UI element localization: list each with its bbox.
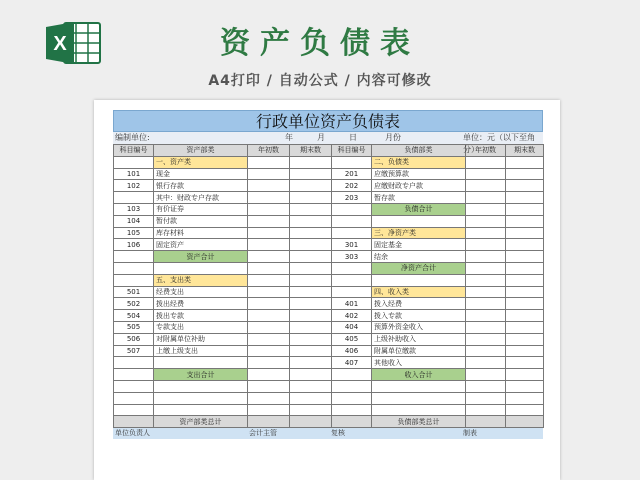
table-cell[interactable] bbox=[466, 215, 506, 227]
table-cell[interactable] bbox=[506, 380, 544, 392]
table-cell[interactable]: 202 bbox=[332, 180, 372, 192]
table-cell[interactable]: 支出合计 bbox=[154, 369, 248, 381]
table-cell[interactable] bbox=[506, 262, 544, 274]
table-cell[interactable] bbox=[466, 321, 506, 333]
table-row bbox=[114, 180, 544, 192]
table-row bbox=[114, 168, 544, 180]
table-cell[interactable] bbox=[290, 262, 332, 274]
table-cell[interactable]: 资产部类总计 bbox=[154, 416, 248, 428]
table-cell[interactable]: 504 bbox=[114, 310, 154, 322]
page-subtitle: A4打印 / 自动公式 / 内容可修改 bbox=[208, 73, 432, 89]
table-cell[interactable] bbox=[248, 239, 290, 251]
table-cell[interactable] bbox=[248, 251, 290, 263]
table-cell[interactable]: 201 bbox=[332, 168, 372, 180]
signature-accountant: 会计主管 bbox=[249, 429, 277, 438]
table-cell[interactable]: 拨入经费 bbox=[372, 298, 466, 310]
table-cell[interactable] bbox=[290, 203, 332, 215]
table-cell[interactable] bbox=[506, 192, 544, 204]
table-cell[interactable] bbox=[466, 298, 506, 310]
table-cell[interactable]: 结余 bbox=[372, 251, 466, 263]
table-cell[interactable]: 105 bbox=[114, 227, 154, 239]
unit-label: 编制单位: bbox=[115, 133, 150, 142]
month-label: 月 bbox=[317, 133, 325, 142]
table-cell[interactable]: 负债部类总计 bbox=[372, 416, 466, 428]
table-cell[interactable] bbox=[332, 274, 372, 286]
table-row bbox=[114, 369, 544, 381]
table-row bbox=[114, 203, 544, 215]
table-cell[interactable] bbox=[506, 310, 544, 322]
table-cell[interactable] bbox=[114, 262, 154, 274]
table-cell[interactable]: 附属单位缴款 bbox=[372, 345, 466, 357]
table-cell[interactable] bbox=[248, 369, 290, 381]
table-cell[interactable] bbox=[466, 227, 506, 239]
table-cell[interactable]: 401 bbox=[332, 298, 372, 310]
table-cell[interactable] bbox=[506, 239, 544, 251]
table-cell[interactable] bbox=[154, 262, 248, 274]
signature-preparer: 制表 bbox=[463, 429, 477, 438]
table-cell[interactable] bbox=[290, 227, 332, 239]
table-cell[interactable] bbox=[248, 262, 290, 274]
table-cell[interactable] bbox=[506, 333, 544, 345]
page-title: 资产负债表 bbox=[220, 26, 420, 61]
table-cell[interactable] bbox=[466, 416, 506, 428]
table-cell[interactable]: 经费支出 bbox=[154, 286, 248, 298]
table-cell[interactable] bbox=[506, 156, 544, 168]
table-cell[interactable]: 104 bbox=[114, 215, 154, 227]
table-cell[interactable] bbox=[466, 168, 506, 180]
table-cell[interactable]: 银行存款 bbox=[154, 180, 248, 192]
table-cell[interactable]: 102 bbox=[114, 180, 154, 192]
signature-reviewer: 复核 bbox=[331, 429, 345, 438]
table-cell[interactable] bbox=[290, 298, 332, 310]
table-cell[interactable] bbox=[290, 357, 332, 369]
table-cell[interactable] bbox=[332, 262, 372, 274]
table-cell[interactable] bbox=[248, 310, 290, 322]
table-cell[interactable] bbox=[290, 369, 332, 381]
table-cell[interactable] bbox=[114, 380, 154, 392]
column-header: 年初数 bbox=[466, 145, 506, 157]
signature-row bbox=[113, 428, 543, 439]
table-cell[interactable] bbox=[290, 310, 332, 322]
table-cell[interactable] bbox=[114, 416, 154, 428]
table-row bbox=[114, 274, 544, 286]
table-cell[interactable]: 506 bbox=[114, 333, 154, 345]
table-cell[interactable] bbox=[290, 251, 332, 263]
table-cell[interactable] bbox=[372, 274, 466, 286]
table-cell[interactable] bbox=[248, 286, 290, 298]
table-row bbox=[114, 262, 544, 274]
table-cell[interactable]: 固定基金 bbox=[372, 239, 466, 251]
table-cell[interactable] bbox=[248, 404, 290, 416]
table-cell[interactable] bbox=[506, 168, 544, 180]
column-header: 资产部类 bbox=[154, 145, 248, 157]
table-cell[interactable]: 406 bbox=[332, 345, 372, 357]
table-row bbox=[114, 404, 544, 416]
table-cell[interactable] bbox=[332, 369, 372, 381]
table-cell[interactable] bbox=[466, 404, 506, 416]
table-cell[interactable] bbox=[248, 357, 290, 369]
table-body bbox=[114, 156, 544, 427]
table-cell[interactable]: 405 bbox=[332, 333, 372, 345]
table-cell[interactable]: 对附属单位补助 bbox=[154, 333, 248, 345]
table-cell[interactable]: 拨入专款 bbox=[372, 310, 466, 322]
table-cell[interactable]: 专款支出 bbox=[154, 321, 248, 333]
table-cell[interactable] bbox=[248, 345, 290, 357]
table-cell[interactable] bbox=[290, 215, 332, 227]
table-cell[interactable] bbox=[248, 156, 290, 168]
signature-head: 单位负责人 bbox=[115, 429, 150, 438]
table-cell[interactable]: 106 bbox=[114, 239, 154, 251]
period-label: 月份 bbox=[385, 133, 401, 142]
table-cell[interactable]: 负债合计 bbox=[372, 203, 466, 215]
table-cell[interactable]: 二、负债类 bbox=[372, 156, 466, 168]
table-cell[interactable]: 有价证券 bbox=[154, 203, 248, 215]
table-cell[interactable]: 402 bbox=[332, 310, 372, 322]
column-header: 科目编号 bbox=[114, 145, 154, 157]
table-cell[interactable] bbox=[290, 333, 332, 345]
table-cell[interactable] bbox=[290, 239, 332, 251]
table-cell[interactable]: 501 bbox=[114, 286, 154, 298]
table-cell[interactable]: 其中：财政专户存款 bbox=[154, 192, 248, 204]
spreadsheet-page bbox=[94, 100, 560, 480]
table-cell[interactable]: 203 bbox=[332, 192, 372, 204]
table-cell[interactable]: 507 bbox=[114, 345, 154, 357]
table-cell[interactable] bbox=[154, 392, 248, 404]
table-cell[interactable] bbox=[466, 239, 506, 251]
balance-sheet bbox=[113, 110, 543, 439]
table-cell[interactable]: 资产合计 bbox=[154, 251, 248, 263]
table-row bbox=[114, 156, 544, 168]
balance-table bbox=[113, 144, 544, 428]
table-row bbox=[114, 416, 544, 428]
table-cell[interactable]: 暂存款 bbox=[372, 192, 466, 204]
table-cell[interactable] bbox=[248, 192, 290, 204]
table-row bbox=[114, 239, 544, 251]
table-cell[interactable] bbox=[290, 380, 332, 392]
table-cell[interactable] bbox=[506, 286, 544, 298]
currency-label: 单位：元（以下至角分） bbox=[463, 133, 535, 154]
table-row bbox=[114, 215, 544, 227]
table-cell[interactable]: 505 bbox=[114, 321, 154, 333]
table-cell[interactable] bbox=[506, 416, 544, 428]
table-cell[interactable] bbox=[290, 156, 332, 168]
table-cell[interactable] bbox=[372, 380, 466, 392]
table-cell[interactable] bbox=[466, 262, 506, 274]
table-cell[interactable] bbox=[466, 180, 506, 192]
table-cell[interactable] bbox=[248, 298, 290, 310]
table-cell[interactable]: 303 bbox=[332, 251, 372, 263]
table-cell[interactable] bbox=[248, 416, 290, 428]
table-cell[interactable]: 应缴预算款 bbox=[372, 168, 466, 180]
table-cell[interactable] bbox=[466, 274, 506, 286]
table-cell[interactable] bbox=[248, 227, 290, 239]
table-cell[interactable] bbox=[248, 180, 290, 192]
table-cell[interactable] bbox=[248, 333, 290, 345]
table-cell[interactable]: 应缴财政专户款 bbox=[372, 180, 466, 192]
table-cell[interactable] bbox=[332, 392, 372, 404]
table-cell[interactable] bbox=[332, 404, 372, 416]
table-cell[interactable]: 上级补助收入 bbox=[372, 333, 466, 345]
table-cell[interactable] bbox=[372, 392, 466, 404]
table-cell[interactable] bbox=[114, 251, 154, 263]
excel-logo-letter: X bbox=[53, 33, 67, 55]
table-cell[interactable] bbox=[290, 192, 332, 204]
table-cell[interactable] bbox=[248, 274, 290, 286]
table-cell[interactable]: 一、资产类 bbox=[154, 156, 248, 168]
table-cell[interactable] bbox=[114, 404, 154, 416]
table-cell[interactable] bbox=[332, 227, 372, 239]
table-cell[interactable] bbox=[248, 380, 290, 392]
table-cell[interactable] bbox=[506, 392, 544, 404]
table-cell[interactable] bbox=[114, 156, 154, 168]
table-cell[interactable] bbox=[332, 416, 372, 428]
table-cell[interactable] bbox=[466, 369, 506, 381]
table-cell[interactable]: 502 bbox=[114, 298, 154, 310]
table-cell[interactable] bbox=[466, 156, 506, 168]
table-row bbox=[114, 286, 544, 298]
table-row bbox=[114, 345, 544, 357]
table-cell[interactable] bbox=[372, 404, 466, 416]
column-header: 期末数 bbox=[290, 145, 332, 157]
table-cell[interactable] bbox=[466, 357, 506, 369]
table-cell[interactable]: 三、净资产类 bbox=[372, 227, 466, 239]
table-cell[interactable]: 301 bbox=[332, 239, 372, 251]
table-cell[interactable] bbox=[466, 380, 506, 392]
column-header: 科目编号 bbox=[332, 145, 372, 157]
table-cell[interactable] bbox=[506, 251, 544, 263]
table-row bbox=[114, 310, 544, 322]
table-cell[interactable] bbox=[290, 404, 332, 416]
table-cell[interactable]: 预算外资金收入 bbox=[372, 321, 466, 333]
table-cell[interactable] bbox=[372, 215, 466, 227]
table-cell[interactable]: 上缴上级支出 bbox=[154, 345, 248, 357]
table-cell[interactable] bbox=[154, 357, 248, 369]
day-label: 日 bbox=[349, 133, 357, 142]
table-cell[interactable] bbox=[290, 286, 332, 298]
table-cell[interactable] bbox=[466, 203, 506, 215]
table-row bbox=[114, 357, 544, 369]
table-cell[interactable] bbox=[506, 215, 544, 227]
table-cell[interactable] bbox=[290, 180, 332, 192]
table-cell[interactable] bbox=[506, 357, 544, 369]
table-cell[interactable] bbox=[506, 227, 544, 239]
table-cell[interactable] bbox=[466, 286, 506, 298]
table-cell[interactable] bbox=[506, 274, 544, 286]
table-row bbox=[114, 380, 544, 392]
table-cell[interactable] bbox=[114, 274, 154, 286]
table-cell[interactable] bbox=[248, 215, 290, 227]
sheet-title[interactable]: 行政单位资产负债表 bbox=[113, 110, 543, 132]
table-cell[interactable]: 拨出经费 bbox=[154, 298, 248, 310]
table-row bbox=[114, 192, 544, 204]
table-cell[interactable] bbox=[466, 192, 506, 204]
table-cell[interactable] bbox=[506, 369, 544, 381]
table-cell[interactable] bbox=[506, 321, 544, 333]
table-cell[interactable] bbox=[332, 203, 372, 215]
table-cell[interactable]: 五、支出类 bbox=[154, 274, 248, 286]
table-cell[interactable] bbox=[114, 192, 154, 204]
table-cell[interactable] bbox=[248, 203, 290, 215]
table-cell[interactable]: 暂付款 bbox=[154, 215, 248, 227]
table-cell[interactable] bbox=[248, 321, 290, 333]
table-cell[interactable] bbox=[248, 392, 290, 404]
table-cell[interactable] bbox=[290, 321, 332, 333]
table-cell[interactable]: 103 bbox=[114, 203, 154, 215]
table-cell[interactable] bbox=[290, 274, 332, 286]
table-cell[interactable] bbox=[506, 180, 544, 192]
table-row bbox=[114, 251, 544, 263]
table-cell[interactable] bbox=[506, 203, 544, 215]
column-header: 期末数 bbox=[506, 145, 544, 157]
table-cell[interactable]: 101 bbox=[114, 168, 154, 180]
table-cell[interactable]: 407 bbox=[332, 357, 372, 369]
table-cell[interactable] bbox=[332, 215, 372, 227]
table-cell[interactable] bbox=[466, 251, 506, 263]
column-header: 负债部类 bbox=[372, 145, 466, 157]
table-cell[interactable]: 四、收入类 bbox=[372, 286, 466, 298]
table-cell[interactable] bbox=[290, 416, 332, 428]
table-cell[interactable]: 404 bbox=[332, 321, 372, 333]
table-row bbox=[114, 298, 544, 310]
table-cell[interactable]: 固定资产 bbox=[154, 239, 248, 251]
table-cell[interactable] bbox=[332, 156, 372, 168]
table-row bbox=[114, 392, 544, 404]
table-cell[interactable] bbox=[114, 369, 154, 381]
table-cell[interactable] bbox=[248, 168, 290, 180]
table-cell[interactable] bbox=[506, 404, 544, 416]
table-cell[interactable] bbox=[114, 357, 154, 369]
table-row bbox=[114, 227, 544, 239]
table-row bbox=[114, 333, 544, 345]
table-cell[interactable] bbox=[290, 345, 332, 357]
table-cell[interactable] bbox=[332, 286, 372, 298]
year-label: 年 bbox=[285, 133, 293, 142]
table-cell[interactable] bbox=[154, 404, 248, 416]
table-cell[interactable]: 其他收入 bbox=[372, 357, 466, 369]
table-cell[interactable] bbox=[154, 380, 248, 392]
table-cell[interactable] bbox=[466, 345, 506, 357]
table-cell[interactable]: 库存材料 bbox=[154, 227, 248, 239]
table-cell[interactable]: 净资产合计 bbox=[372, 262, 466, 274]
table-cell[interactable] bbox=[466, 392, 506, 404]
column-header: 年初数 bbox=[248, 145, 290, 157]
table-cell[interactable]: 拨出专款 bbox=[154, 310, 248, 322]
table-cell[interactable] bbox=[466, 310, 506, 322]
table-cell[interactable] bbox=[290, 392, 332, 404]
table-cell[interactable] bbox=[332, 380, 372, 392]
table-row bbox=[114, 321, 544, 333]
table-cell[interactable] bbox=[506, 345, 544, 357]
table-cell[interactable] bbox=[114, 392, 154, 404]
table-cell[interactable]: 收入合计 bbox=[372, 369, 466, 381]
table-cell[interactable] bbox=[506, 298, 544, 310]
table-cell[interactable]: 现金 bbox=[154, 168, 248, 180]
table-cell[interactable] bbox=[466, 333, 506, 345]
table-cell[interactable] bbox=[290, 168, 332, 180]
